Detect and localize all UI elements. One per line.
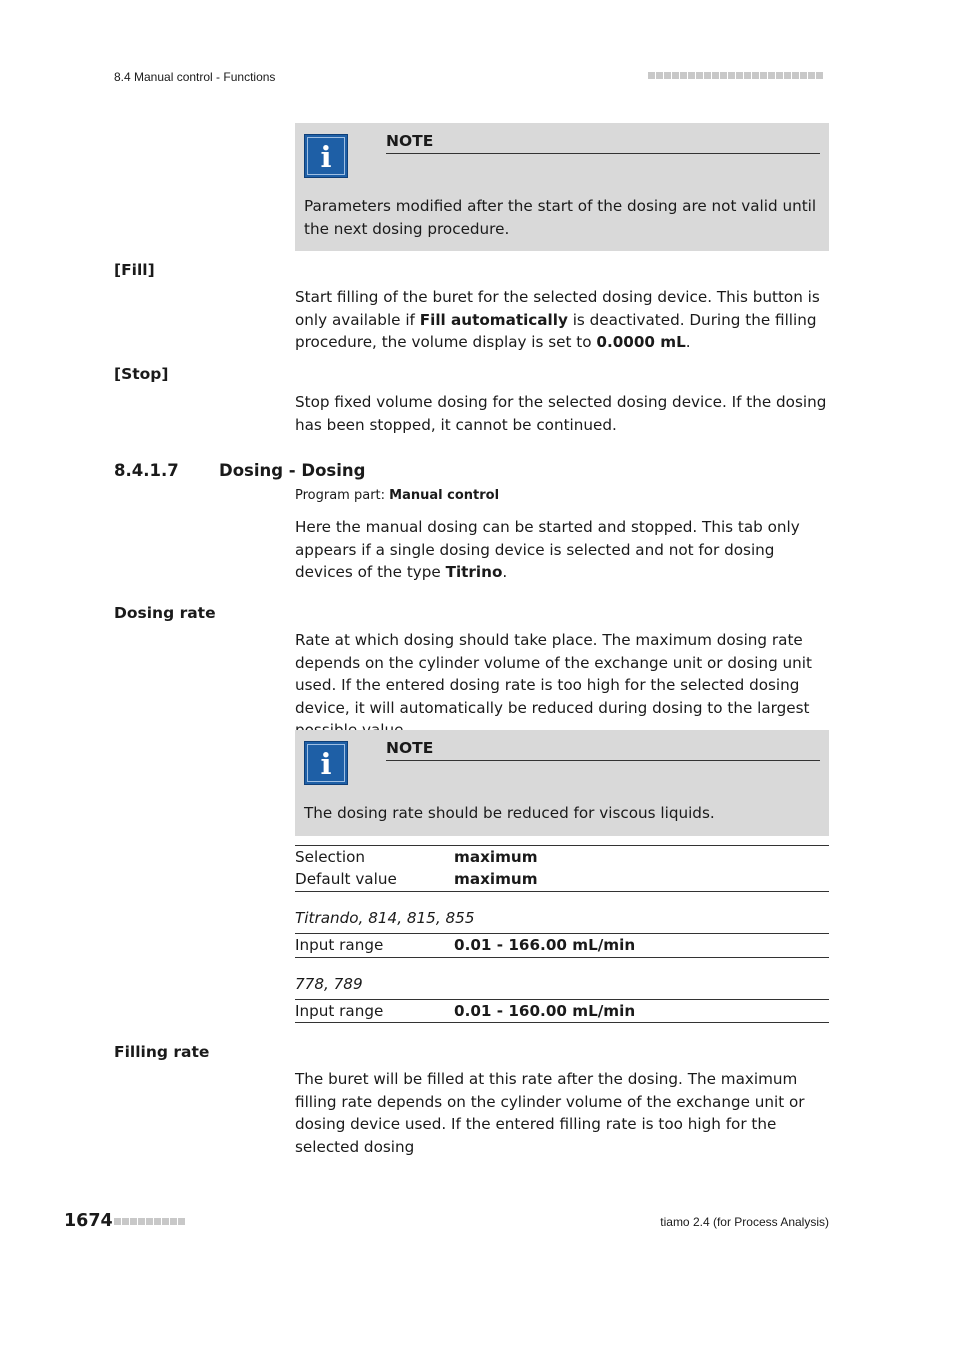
product-name: tiamo 2.4 (for Process Analysis) <box>660 1215 829 1229</box>
header-decoration <box>648 72 823 79</box>
info-icon: i <box>304 134 348 178</box>
term-fill: [Fill] <box>114 261 155 279</box>
term-filling-rate: Filling rate <box>114 1043 210 1061</box>
table-key: Input range <box>295 936 384 954</box>
section-number: 8.4.1.7 <box>114 461 179 480</box>
section-intro: Here the manual dosing can be started and stopped. This tab only appears if a single dosing device is selected and not for dosing devices of the type Titrino. <box>295 518 800 581</box>
term-dosing-rate: Dosing rate <box>114 604 216 622</box>
table-key: Selection <box>295 848 365 866</box>
parameter-table <box>295 845 829 890</box>
term-stop: [Stop] <box>114 365 169 383</box>
note-text: The dosing rate should be reduced for viscous liquids. <box>304 804 715 822</box>
table-value: 0.01 - 160.00 mL/min <box>454 1002 636 1020</box>
footer-decoration <box>114 1218 185 1225</box>
table-key: Default value <box>295 870 397 888</box>
note-box <box>295 123 829 251</box>
section-title: Dosing - Dosing <box>219 461 366 480</box>
note-text: Parameters modified after the start of the dosing are not valid until the next dosing procedure. <box>304 197 817 238</box>
filling-rate-description: The buret will be filled at this rate after the dosing. The maximum filling rate depends on the cylinder volume of the exchange unit or dosing device used. If the entered filling rate is too high for the selected dosing <box>295 1070 805 1156</box>
stop-description: Stop fixed volume dosing for the selected dosing device. If the dosing has been stopped, it cannot be continued. <box>295 393 827 434</box>
note-title: NOTE <box>386 739 820 761</box>
program-part: Program part: Manual control <box>295 488 500 503</box>
table-value: 0.01 - 166.00 mL/min <box>454 936 636 954</box>
table-row <box>295 934 829 956</box>
table-row <box>295 868 829 890</box>
parameter-table <box>295 999 829 1022</box>
table-caption: Titrando, 814, 815, 855 <box>295 909 475 927</box>
parameter-table <box>295 933 829 956</box>
dosing-rate-description: Rate at which dosing should take place. The maximum dosing rate depends on the cylinder volume of the exchange unit or dosing unit used. If the entered dosing rate is too high for the selected dosing device, it will automatically be reduced during dosing to the largest <box>295 631 812 717</box>
note-title: NOTE <box>386 132 820 154</box>
table-caption: 778, 789 <box>295 975 363 993</box>
fill-description: Start filling of the buret for the selected dosing device. This button is only available if Fill automatically is deactivated. During the filling procedure, the volume display is set to 0.0000 mL. <box>295 288 820 351</box>
table-row <box>295 846 829 868</box>
table-rule <box>295 1022 829 1023</box>
info-icon: i <box>304 741 348 785</box>
note-box <box>295 730 829 836</box>
table-row <box>295 1000 829 1022</box>
page-number: 1674 <box>64 1211 113 1231</box>
table-rule <box>295 891 829 892</box>
running-header: 8.4 Manual control - Functions <box>114 70 276 84</box>
table-value: maximum <box>454 848 538 866</box>
table-value: maximum <box>454 870 538 888</box>
table-key: Input range <box>295 1002 384 1020</box>
table-rule <box>295 957 829 958</box>
